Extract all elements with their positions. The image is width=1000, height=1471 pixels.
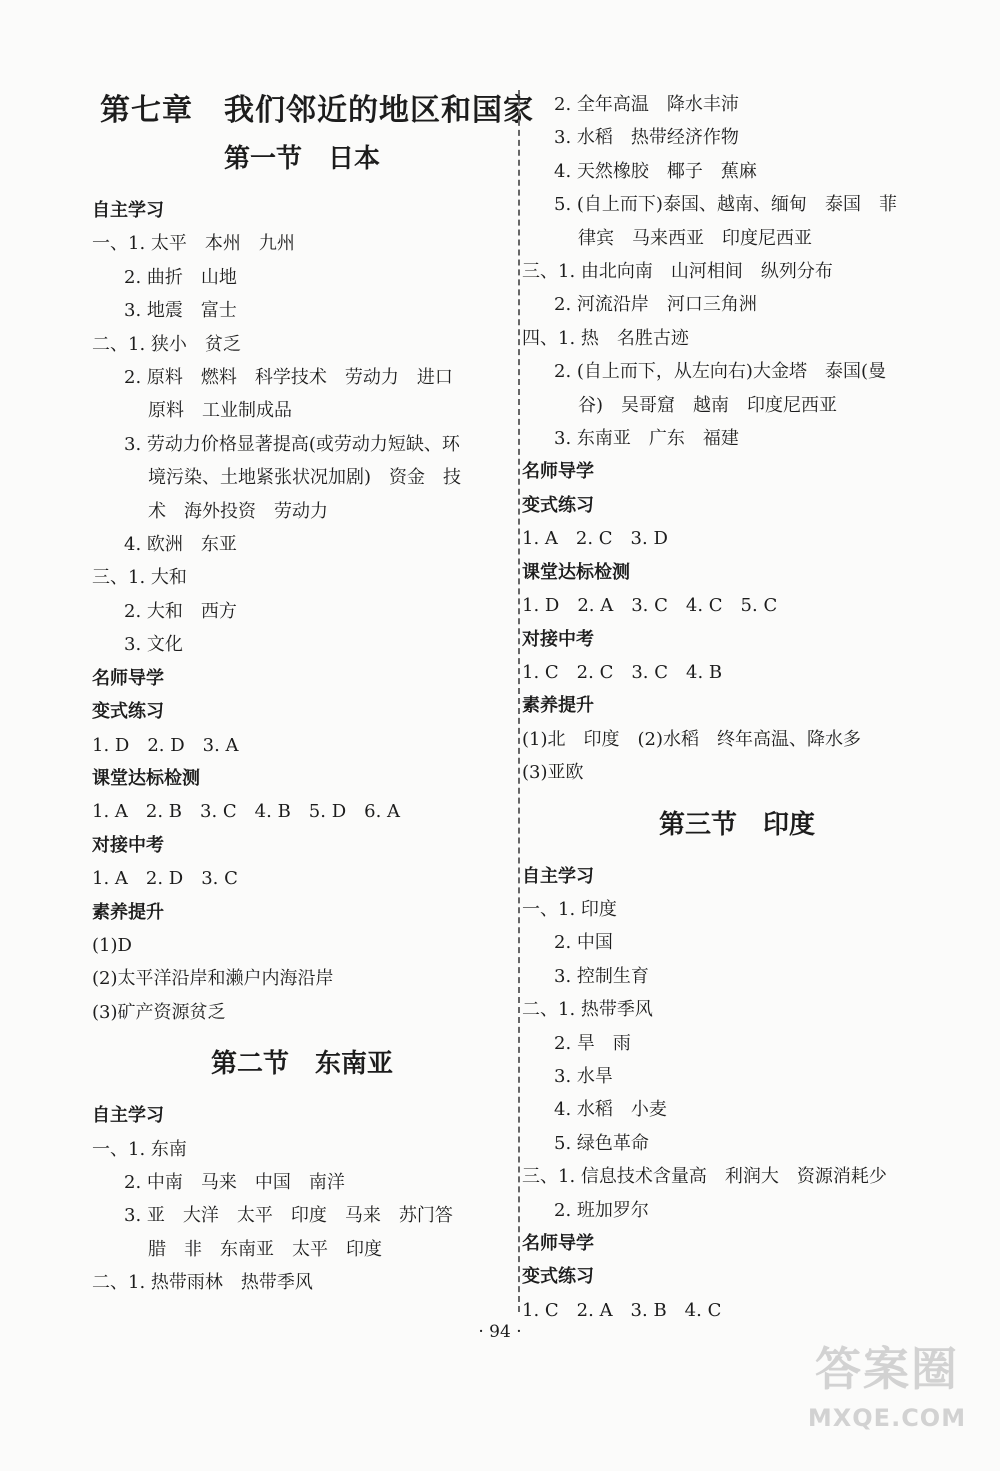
- heading-variant-practice: 变式练习: [92, 701, 164, 723]
- answer-line: 4. 水稻 小麦: [554, 1099, 667, 1121]
- answer-line: 1. A 2. B 3. C 4. B 5. D 6. A: [92, 801, 401, 823]
- heading-exam-link: 对接中考: [92, 834, 164, 856]
- chapter-title: 第七章 我们邻近的地区和国家: [100, 93, 534, 128]
- answer-line: 2. 中国: [554, 932, 613, 954]
- answer-line: 3. 控制生育: [554, 965, 649, 987]
- answer-line: 2. (自上而下，从左向右)大金塔 泰国(曼: [554, 361, 886, 383]
- answer-line: 二、1. 热带季风: [522, 999, 653, 1021]
- answer-line: (3)矿产资源贫乏: [92, 1001, 226, 1023]
- answer-line: 境污染、土地紧张状况加剧) 资金 技: [148, 467, 462, 489]
- heading-self-study: 自主学习: [92, 1105, 164, 1127]
- answer-line: (1)北 印度 (2)水稻 终年高温、降水多: [522, 728, 861, 750]
- answer-line: 二、1. 热带雨林 热带季风: [92, 1272, 313, 1294]
- watermark: [792, 1337, 982, 1457]
- answer-line: 2. 班加罗尔: [554, 1199, 649, 1221]
- answer-line: 三、1. 由北向南 山河相间 纵列分布: [522, 261, 833, 283]
- answer-line: (2)太平洋沿岸和濑户内海沿岸: [92, 968, 334, 990]
- answer-line: 4. 天然橡胶 椰子 蕉麻: [554, 160, 757, 182]
- answer-line: 术 海外投资 劳动力: [148, 500, 328, 522]
- answer-line: 1. C 2. C 3. C 4. B: [522, 661, 723, 683]
- answer-line: 1. A 2. C 3. D: [522, 528, 668, 550]
- heading-variant-practice: 变式练习: [522, 1266, 594, 1288]
- answer-line: 1. C 2. A 3. B 4. C: [522, 1299, 722, 1321]
- heading-teacher-guide: 名师导学: [522, 461, 594, 483]
- answer-line: 5. 绿色革命: [554, 1132, 649, 1154]
- answer-line: 1. A 2. D 3. C: [92, 868, 238, 890]
- answer-line: 4. 欧洲 东亚: [124, 534, 237, 556]
- answer-line: 2. 原料 燃料 科学技术 劳动力 进口: [124, 367, 453, 389]
- column-divider: [518, 90, 520, 1312]
- answer-line: 1. D 2. A 3. C 4. C 5. C: [522, 595, 778, 617]
- answer-line: 一、1. 东南: [92, 1138, 187, 1160]
- page-number: · 94 ·: [478, 1322, 522, 1342]
- heading-exam-link: 对接中考: [522, 628, 594, 650]
- answer-line: 原料 工业制成品: [148, 400, 292, 422]
- answer-line: 2. 全年高温 降水丰沛: [554, 94, 739, 115]
- heading-teacher-guide: 名师导学: [92, 667, 164, 689]
- heading-self-study: 自主学习: [522, 865, 594, 887]
- answer-line: 5. (自上而下)泰国、越南、缅甸 泰国 菲: [554, 194, 897, 216]
- section-title-southeast-asia: 第二节 东南亚: [210, 1049, 393, 1080]
- answer-line: 二、1. 狭小 贫乏: [92, 333, 241, 355]
- answer-line: 一、1. 印度: [522, 898, 617, 920]
- heading-literacy: 素养提升: [92, 901, 164, 923]
- answer-line: 一、1. 太平 本州 九州: [92, 233, 295, 255]
- answer-line: 3. 地震 富士: [124, 300, 237, 322]
- section-title-japan: 第一节 日本: [223, 144, 380, 174]
- answer-line: 2. 曲折 山地: [124, 266, 237, 288]
- answer-line: 谷) 吴哥窟 越南 印度尼西亚: [578, 394, 838, 416]
- answer-line: (3)亚欧: [522, 762, 584, 784]
- answer-line: 三、1. 大和: [92, 567, 187, 589]
- answer-line: 腊 非 东南亚 太平 印度: [148, 1238, 382, 1260]
- heading-classroom-test: 课堂达标检测: [522, 561, 630, 583]
- watermark-logo: 答案圈: [815, 1342, 959, 1396]
- answer-line: 2. 大和 西方: [124, 600, 237, 622]
- answer-line: 3. 劳动力价格显著提高(或劳动力短缺、环: [124, 433, 460, 455]
- answer-line: 2. 中南 马来 中国 南洋: [124, 1171, 345, 1193]
- answer-line: 2. 河流沿岸 河口三角洲: [554, 294, 757, 316]
- answer-line: 3. 亚 大洋 太平 印度 马来 苏门答: [124, 1205, 453, 1227]
- heading-classroom-test: 课堂达标检测: [92, 767, 200, 789]
- heading-teacher-guide: 名师导学: [522, 1233, 594, 1254]
- answer-line: 3. 东南亚 广东 福建: [554, 428, 739, 450]
- heading-variant-practice: 变式练习: [522, 494, 594, 516]
- answer-line: 四、1. 热 名胜古迹: [522, 327, 689, 349]
- answer-line: 3. 水旱: [554, 1065, 613, 1087]
- answer-line: 律宾 马来西亚 印度尼西亚: [578, 227, 812, 249]
- right-column: [522, 88, 952, 1327]
- left-column: [92, 88, 534, 1300]
- heading-self-study: 自主学习: [92, 200, 164, 221]
- answer-line: 3. 水稻 热带经济作物: [554, 127, 739, 149]
- answer-line: (1)D: [92, 934, 132, 956]
- watermark-url: MXQE.COM: [807, 1404, 967, 1432]
- answer-line: 2. 旱 雨: [554, 1032, 631, 1054]
- answer-line: 3. 文化: [124, 634, 183, 656]
- heading-literacy: 素养提升: [522, 695, 594, 717]
- answer-line: 三、1. 信息技术含量高 利润大 资源消耗少: [522, 1166, 887, 1188]
- answer-line: 1. D 2. D 3. A: [92, 734, 239, 756]
- section-title-india: 第三节 印度: [658, 809, 815, 840]
